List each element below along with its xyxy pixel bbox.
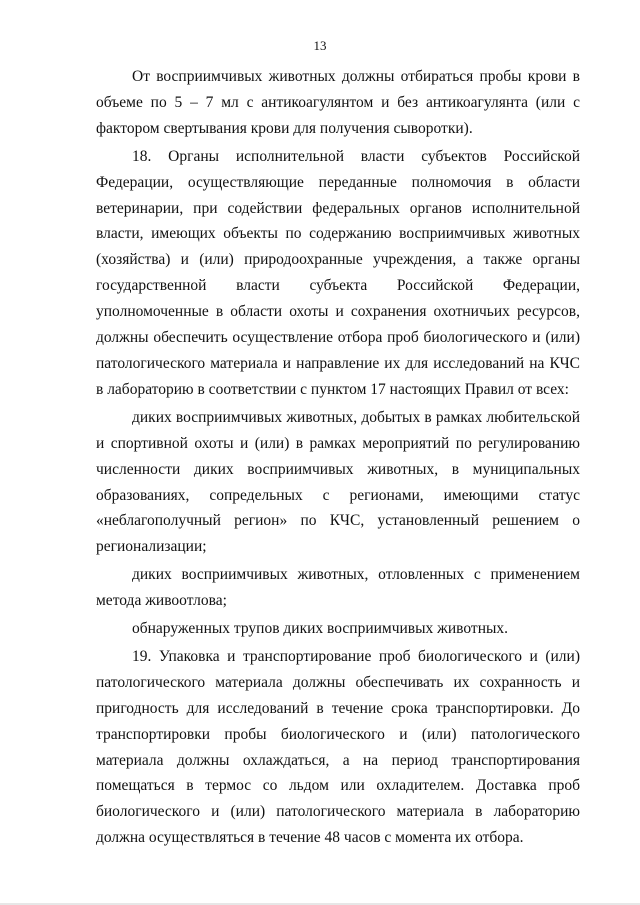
paragraph-hunted-animals: диких восприимчивых животных, добытых в рамках любительской и спортивной охоты и (или) в рамках мероприятий по регулированию численности диких восприимчивых животных, в муниципальных образованиях, сопредельных с регионами, имеющими статус «неблагополучный регион» по КЧС, установленный решением о регионализации; xyxy=(96,408,580,556)
paragraph-item-18: 18. Органы исполнительной власти субъектов Российской Федерации, осуществляющие переданные полномочия в области ветеринарии, при содействии федеральных органов исполнительной власти, имеющих объекты по содержанию восприимчивых животных (хозяйства) и (или) природоохранные учреждения, а также органы государственной власти субъекта Российской Федерации, уполномоченные в области охоты и сохранения охотничьих ресурсов, должны обеспечить осуществление отбора проб биологического и (или) патологического материала и направление их для исследований на КЧС в лабораторию в соответствии с пунктом 17 настоящих Правил от всех: xyxy=(96,147,580,398)
page-number: 13 xyxy=(313,38,327,53)
paragraph-live-trapped: диких восприимчивых животных, отловленных с применением метода живоотлова; xyxy=(96,566,580,610)
paragraph-carcasses: обнаруженных трупов диких восприимчивых животных. xyxy=(132,620,509,638)
paragraph-blood-samples: От восприимчивых животных должны отбираться пробы крови в объеме по 5 – 7 мл с антикоагулянтом и без антикоагулянта (или с фактором свертывания крови для получения сыворотки). xyxy=(96,68,580,137)
paragraph-item-19: 19. Упаковка и транспортирование проб биологического и (или) патологического материала должны обеспечивать их сохранность и пригодность для исследований в течение срока транспортировки. До транспортировки пробы биологического и (или) патологического материала должны охлаждаться, а на период транспортирования помещаться в термос со льдом или охладителем. Доставка проб биологического и (или) патологического материала в лабораторию должна осуществляться в течение 48 часов с момента их отбора. xyxy=(96,647,580,847)
document-body xyxy=(96,64,580,851)
